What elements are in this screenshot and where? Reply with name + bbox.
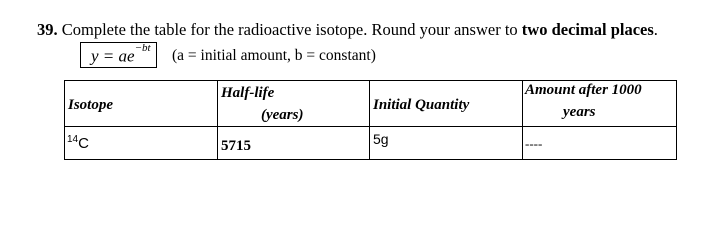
formula-note: (a = initial amount, b = constant) <box>172 47 376 64</box>
header-amount-cell <box>523 81 677 127</box>
header-half-life-unit: (years) <box>261 107 304 123</box>
initial-quantity-value: 5g <box>373 131 389 147</box>
header-half-life: Half-life <box>221 85 275 101</box>
header-initial-quantity-cell <box>370 81 523 127</box>
initial-quantity-cell <box>370 127 523 160</box>
isotope-mass-number: 14 <box>67 134 79 145</box>
decay-formula <box>91 42 151 67</box>
amount-after-cell <box>523 127 677 160</box>
instruction-text: Complete the table for the radioactive isotope. Round your answer to <box>61 20 518 39</box>
header-isotope: Isotope <box>68 97 113 113</box>
problem-number: 39. <box>37 20 58 39</box>
header-amount-unit: years <box>563 104 596 120</box>
isotope-cell <box>65 127 218 160</box>
amount-after-value: ---- <box>525 136 543 151</box>
formula-lhs: y = ae <box>91 46 135 66</box>
instruction-emphasis: two decimal places <box>521 20 654 39</box>
table-row <box>65 127 677 160</box>
isotope-table <box>64 80 677 160</box>
formula-box <box>80 42 157 68</box>
isotope-symbol: C <box>78 135 89 152</box>
half-life-value: 5715 <box>221 138 251 154</box>
instruction-end: . <box>653 20 658 39</box>
header-half-life-cell <box>218 81 370 127</box>
half-life-cell <box>218 127 370 160</box>
formula-exponent: −bt <box>134 42 151 54</box>
isotope-value <box>67 135 89 152</box>
problem-statement <box>37 20 658 40</box>
header-initial-quantity: Initial Quantity <box>373 97 470 113</box>
table-header-row <box>65 81 677 127</box>
header-isotope-cell <box>65 81 218 127</box>
header-amount: Amount after 1000 <box>525 82 642 98</box>
